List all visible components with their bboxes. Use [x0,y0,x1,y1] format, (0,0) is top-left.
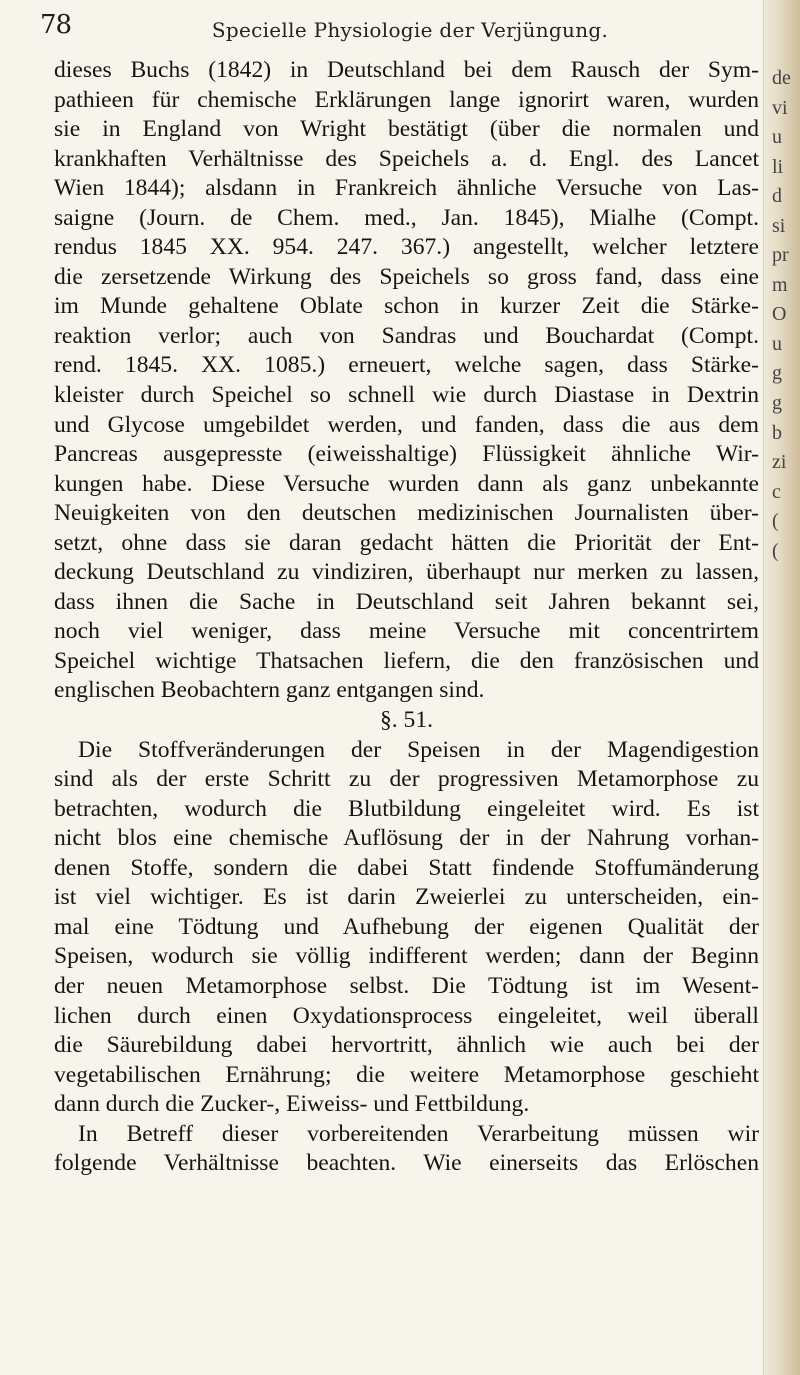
edge-letter: g [772,392,782,415]
running-head: Specielle Physiologie der Verjüngung. [211,18,609,42]
text-line: der neuen Metamorphose selbst. Die Tödtung ist im Wesent- [54,972,759,999]
text-line: setzt, ohne dass sie daran gedacht hätten die Priorität der Ent- [54,529,759,556]
text-line: Neuigkeiten von den deutschen medizinischen Journalisten über- [54,500,759,527]
text-line: nicht blos eine chemische Auflösung der in der Nahrung vorhan- [54,825,759,852]
text-line: folgende Verhältnisse beachten. Wie einerseits das Erlöschen [54,1150,759,1177]
edge-letter: m [772,273,788,296]
text-line: dieses Buchs (1842) in Deutschland bei dem Rausch der Sym- [54,57,759,83]
text-line: dass ihnen die Sache in Deutschland seit Jahren bekannt sei, [54,588,759,615]
body-text [54,56,759,1179]
text-line: noch viel weniger, dass meine Versuche mit concentrirtem [54,618,759,645]
edge-letter: c [772,480,781,503]
edge-letter: b [772,421,782,444]
text-line: betrachten, wodurch die Blutbildung eingeleitet wird. Es ist [54,795,759,822]
text-line: Speichel wichtige Thatsachen liefern, die den französischen und [54,647,759,674]
text-line: dann durch die Zucker-, Eiweiss- und Fettbildung. [54,1091,530,1118]
text-line: reaktion verlor; auch von Sandras und Bouchardat (Compt. [54,322,759,349]
text-line: sie in England von Wright bestätigt (über die normalen und [54,116,759,143]
edge-letter: u [772,126,782,149]
text-line: ist viel wichtiger. Es ist darin Zweierlei zu unterscheiden, ein- [54,884,759,911]
text-line: rendus 1845 XX. 954. 247. 367.) angestellt, welcher letztere [54,234,759,261]
text-line: In Betreff dieser vorbereitenden Verarbeitung müssen wir [78,1120,759,1147]
text-line: kungen habe. Diese Versuche wurden dann als ganz unbekannte [54,470,759,497]
text-line: rend. 1845. XX. 1085.) erneuert, welche sagen, dass Stärke- [54,352,759,379]
section-heading: §. 51. [379,707,434,734]
text-line: Speisen, wodurch sie völlig indifferent werden; dann der Beginn [54,943,759,970]
text-line: pathieen für chemische Erklärungen lange ignorirt waren, wurden [54,86,759,113]
text-line: Die Stoffveränderungen der Speisen in der Magendigestion [78,736,759,763]
text-line: englischen Beobachtern ganz entgangen sind. [54,677,485,704]
edge-letter: u [772,332,782,355]
edge-letter: d [772,185,782,208]
page-header [40,6,760,46]
edge-letter: si [772,214,786,237]
text-line: saigne (Journ. de Chem. med., Jan. 1845), Mialhe (Compt. [54,204,759,231]
edge-letter: O [772,303,787,326]
edge-letter: vi [772,96,788,119]
edge-letter: li [772,155,784,178]
text-line: die zersetzende Wirkung des Speichels so gross fand, dass eine [54,263,759,290]
adjacent-page-letters [772,64,794,566]
text-line: im Munde gehaltene Oblate schon in kurzer Zeit die Stärke- [54,293,759,320]
edge-letter: ( [772,510,779,533]
text-line: vegetabilischen Ernährung; die weitere Metamorphose geschieht [54,1061,759,1088]
text-line: mal eine Tödtung und Aufhebung der eigenen Qualität der [54,913,759,940]
text-line: denen Stoffe, sondern die dabei Statt findende Stoffumänderung [54,854,759,881]
text-line: die Säurebildung dabei hervortritt, ähnlich wie auch bei der [54,1032,759,1059]
text-line: deckung Deutschland zu vindiziren, überhaupt nur merken zu lassen, [54,559,759,586]
edge-letter: zi [772,451,787,474]
text-line: krankhaften Verhältnisse des Speichels a. d. Engl. des Lancet [54,145,759,172]
text-line: und Glycose umgebildet werden, und fanden, dass die aus dem [54,411,759,438]
text-line: kleister durch Speichel so schnell wie durch Diastase in Dextrin [54,382,759,409]
text-line: Pancreas ausgepresste (eiweisshaltige) Flüssigkeit ähnliche Wir- [54,441,759,468]
edge-letter: de [772,67,791,89]
edge-letter: g [772,362,782,385]
edge-letter: pr [772,244,789,267]
page-number: 78 [40,10,72,40]
text-line: lichen durch einen Oxydationsprocess eingeleitet, weil überall [54,1002,759,1029]
text-line: sind als der erste Schritt zu der progressiven Metamorphose zu [54,766,759,793]
text-line: Wien 1844); alsdann in Frankreich ähnliche Versuche von Las- [54,175,759,202]
edge-letter: ( [772,539,779,562]
